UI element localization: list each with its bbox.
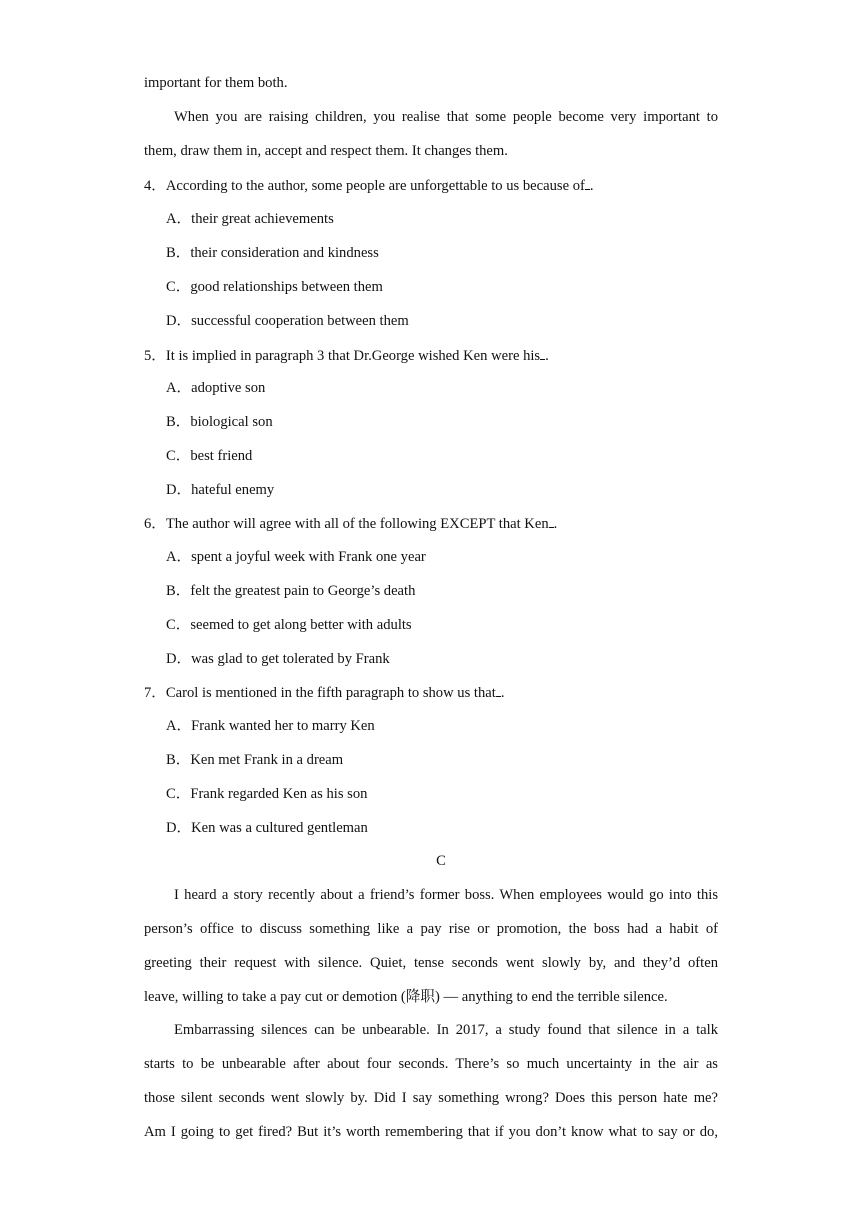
question-5-option-c: C．best friend [166,448,253,464]
question-4-option-a: A．their great achievements [166,211,334,227]
question-7-option-d: D．Ken was a cultured gentleman [166,820,368,836]
question-4-option-d: D．successful cooperation between them [166,313,409,329]
question-6-option-c: C．seemed to get along better with adults [166,617,412,633]
passage-b-paragraph-line: When you are raising children, you realise that some people become very important to [174,109,718,125]
section-c-heading: C [436,853,446,869]
question-6-option-d: D．was glad to get tolerated by Frank [166,651,390,667]
question-5-option-a: A．adoptive son [166,380,266,396]
question-7-option-a: A．Frank wanted her to marry Ken [166,718,375,734]
passage-b-last-line: important for them both. [144,75,288,91]
section-c-p1-line: person’s office to discuss something like a pay rise or promotion, the boss had a habit of [144,921,718,937]
question-5-stem: 5．It is implied in paragraph 3 that Dr.George wished Ken were his . [144,345,549,366]
question-7-option-b: B．Ken met Frank in a dream [166,752,344,768]
question-4-stem: 4．According to the author, some people are unforgettable to us because of . [144,175,594,196]
passage-b-paragraph-line: them, draw them in, accept and respect them. It changes them. [144,143,508,159]
section-c-p2-line: Embarrassing silences can be unbearable. In 2017, a study found that silence in a talk [174,1022,718,1038]
section-c-p2-line: those silent seconds went slowly by. Did I say something wrong? Does this person hate me? [144,1090,718,1106]
answer-blank [585,175,590,190]
question-4-option-c: C．good relationships between them [166,279,383,295]
question-5-option-d: D．hateful enemy [166,482,275,498]
question-4-option-b: B．their consideration and kindness [166,245,379,261]
answer-blank [496,682,501,697]
question-6-option-b: B．felt the greatest pain to George’s death [166,583,416,599]
section-c-p1-line: leave, willing to take a pay cut or demotion (降职) — anything to end the terrible silence. [144,989,668,1005]
section-c-p1-line: greeting their request with silence. Quiet, tense seconds went slowly by, and they’d often [144,955,718,971]
question-6-stem: 6．The author will agree with all of the following EXCEPT that Ken . [144,513,557,534]
answer-blank [540,345,545,360]
answer-blank [549,513,554,528]
question-7-option-c: C．Frank regarded Ken as his son [166,786,368,802]
question-7-stem: 7．Carol is mentioned in the fifth paragraph to show us that . [144,682,504,703]
section-c-p2-line: Am I going to get fired? But it’s worth remembering that if you don’t know what to say or do, [144,1124,718,1140]
section-c-p1-line: I heard a story recently about a friend’s former boss. When employees would go into this [174,887,718,903]
question-5-option-b: B．biological son [166,414,273,430]
section-c-p2-line: starts to be unbearable after about four seconds. There’s so much uncertainty in the air as [144,1056,718,1072]
question-6-option-a: A．spent a joyful week with Frank one year [166,549,426,565]
